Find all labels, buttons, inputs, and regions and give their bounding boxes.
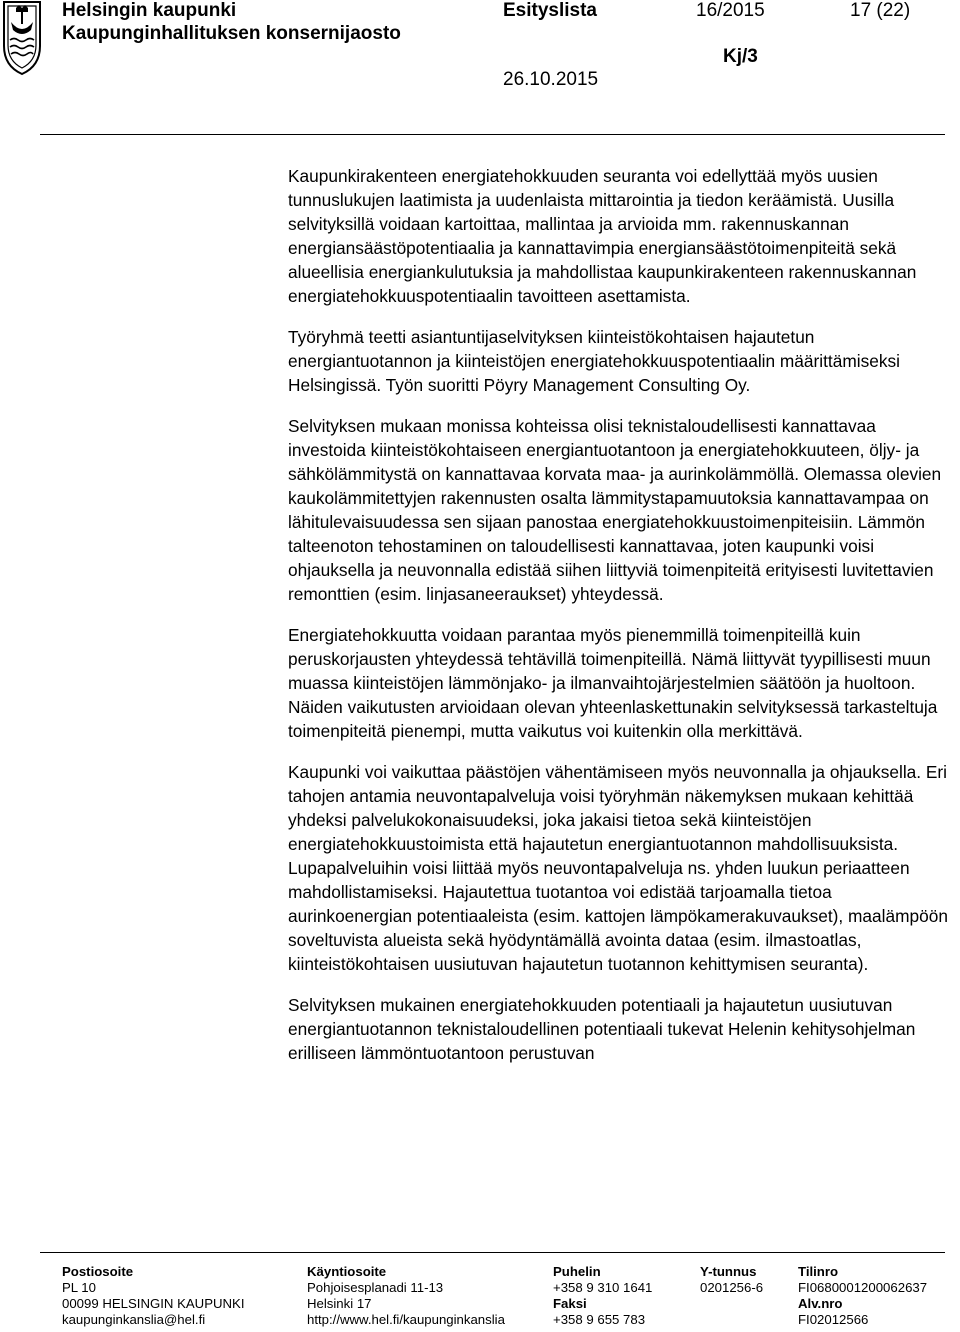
- paragraph: Selvityksen mukainen energiatehokkuuden potentiaali ja hajautetun uusiutuvan energiantuotannon teknistaloudellinen potentiaali tukevat Helenin kehitysohjelman erilliseen lämmöntuotantoon perustuvan: [288, 995, 916, 1063]
- vat-number: FI02012566: [798, 1312, 869, 1327]
- business-id-label: Y-tunnus: [700, 1264, 757, 1279]
- paragraph: Työryhmä teetti asiantuntijaselvityksen kiinteistökohtaisen hajautetun energiantuotannon ja kiinteistöjen energiatehokkuuspotentiaalin määrittämiseksi Helsingissä. Työn suoritti Pöyry Management Consulting Oy.: [288, 327, 900, 395]
- document-body: [288, 164, 953, 1082]
- document-number: 16/2015: [696, 0, 765, 21]
- business-id: 0201256-6: [700, 1280, 764, 1295]
- document-date: 26.10.2015: [503, 69, 599, 90]
- paragraph: Kaupunkirakenteen energiatehokkuuden seuranta voi edellyttää myös uusien tunnuslukujen laatimista ja uudenlaista mittarointia ja tiedon keräämistä. Uusilla selvityksillä voidaan kartoittaa, mallintaa ja arvioida mm. rakennuskannan energiansäästöpotentiaalia ja kannattavimpia energiansäästötoimenpiteitä sekä alueellisia energiankulutuksia ja mahdollistaa kaupunkirakenteen rakennuskannan energiatehokkuuspotentiaalin tavoitteen asettamista.: [288, 166, 917, 306]
- phone-label: Puhelin: [553, 1264, 601, 1279]
- section-id: Kj/3: [723, 46, 758, 67]
- fax-number: +358 9 655 783: [553, 1312, 646, 1327]
- email-link[interactable]: kaupunginkanslia@hel.fi: [62, 1312, 206, 1327]
- account-number: FI0680001200062637: [798, 1280, 928, 1295]
- paragraph: Energiatehokkuutta voidaan parantaa myös pienemmillä toimenpiteillä kuin peruskorjausten yhteydessä tehtävillä toimenpiteillä. Nämä liittyvät tyypillisesti muun muassa kiinteistöjen lämmönjako- ja ilmanvaihtojärjestelmien säätöön ja huoltoon. Näiden vaikutusten arvioidaan olevan yhteenlaskettunakin selvityksessä tarkasteltuja toimenpiteitä pienempi, mutta vaikutus voi kuitenkin olla merkittävä.: [288, 625, 938, 741]
- city-crest-icon: [2, 0, 42, 76]
- visiting-street: Pohjoisesplanadi 11-13: [307, 1280, 444, 1295]
- fax-label: Faksi: [553, 1296, 587, 1311]
- visiting-address-label: Käyntiosoite: [307, 1264, 387, 1279]
- paragraph: Kaupunki voi vaikuttaa päästöjen vähentämiseen myös neuvonnalla ja ohjauksella. Eri tahojen antamia neuvontapalveluja voisi työryhmän näkemyksen mukaan kehittää yhdeksi palvelukokonaisuudeksi, joka jakaisi tietoa sekä kiinteistöjen energiatehokkuustoimista että hajautetun energiantuotannon mahdollisuuksista. Lupapalveluihin voisi liittää myös neuvontapalveluja ns. yhden luukun periaatteen mahdollistamiseksi. Hajautettua tuotantoa voi edistää tarjoamalla tietoa aurinkoenergian potentiaaleista (esim. kattojen lämpökamerakuvaukset), maalämpöön soveltuvista alueista sekä hyödyntämällä avointa dataa (esim. ilmastoatlas, kiinteistökohtaisen uusiutuvan hajautetun tuotannon kehittymisen seuranta).: [288, 762, 948, 974]
- visiting-city: Helsinki 17: [307, 1296, 372, 1311]
- postal-box: PL 10: [62, 1280, 96, 1295]
- vat-label: Alv.nro: [798, 1296, 843, 1311]
- document-type: Esityslista: [503, 0, 597, 21]
- account-label: Tilinro: [798, 1264, 839, 1279]
- header-divider: [40, 134, 945, 135]
- postal-city: 00099 HELSINGIN KAUPUNKI: [62, 1296, 245, 1311]
- postal-address-label: Postiosoite: [62, 1264, 134, 1279]
- committee-name: Kaupunginhallituksen konsernijaosto: [62, 23, 401, 44]
- website-link[interactable]: http://www.hel.fi/kaupunginkanslia: [307, 1312, 505, 1327]
- org-name: Helsingin kaupunki: [62, 0, 237, 21]
- page-number: 17 (22): [850, 0, 911, 21]
- paragraph: Selvityksen mukaan monissa kohteissa olisi teknistaloudellisesti kannattavaa investoida kiinteistökohtaiseen energiantuotantoon ja energiatehokkuuteen, öljy- ja sähkölämmitystä on kannattavaa korvata maa- ja aurinkolämmöllä. Olemassa olevien kaukolämmitettyjen rakennusten osalta lämmitystapamuutoksia kannattavampaa on lähitulevaisuudessa sen sijaan panostaa energiatehokkuustoimenpiteisiin. Lämmön talteenoton tehostaminen on taloudellisesti kannattavaa, joten kaupunki voisi ohjauksella ja neuvonnalla edistää siihen liittyviä toimenpiteitä erityisesti luvitettavien remonttien (esim. linjasaneeraukset) yhteydessä.: [288, 416, 942, 604]
- phone-number: +358 9 310 1641: [553, 1280, 653, 1295]
- footer-divider: [40, 1252, 945, 1253]
